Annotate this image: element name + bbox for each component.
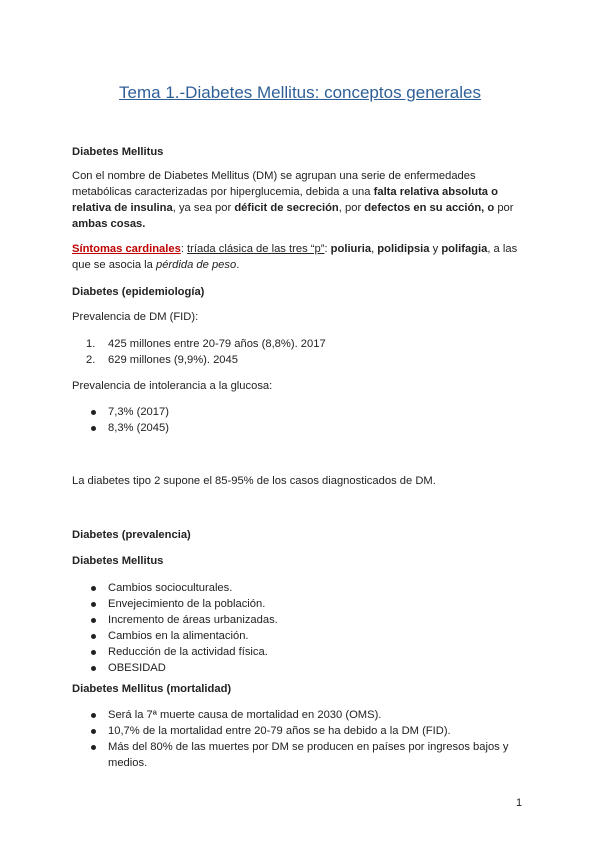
section-heading-epidemiologia: Diabetes (epidemiología) [72,286,205,298]
list-item: 1. 425 millones entre 20-79 años (8,8%). 2017 [86,338,326,350]
list-item: Incremento de áreas urbanizadas. [72,612,532,628]
symptoms-paragraph: Síntomas cardinales: tríada clásica de las tres “p”: poliuria, polidipsia y polifagia, a las que se asocia la pérdida de peso. [72,243,518,271]
list-item: 10,7% de la mortalidad entre 20-79 años se ha debido a la DM (FID). [72,723,512,739]
section-heading-prevalencia: Diabetes (prevalencia) [72,529,191,541]
list-item: Será la 7ª muerte causa de mortalidad en 2030 (OMS). [72,707,512,723]
list-item: Cambios en la alimentación. [72,628,532,644]
list-item: Envejecimiento de la población. [72,596,532,612]
list-item: Reducción de la actividad física. [72,644,532,660]
intro-paragraph: Con el nombre de Diabetes Mellitus (DM) se agrupan una serie de enfermedades metabólicas caracterizadas por hiperglucemia, debida a una falta relativa absoluta o relativa de insulina, ya sea por déficit de secreción, por defectos en su acción, o por ambas cosas. [72,170,514,230]
list-item: 7,3% (2017) [72,404,532,420]
list-item: Cambios socioculturales. [72,580,532,596]
list-item: 2. 629 millones (9,9%). 2045 [86,354,238,366]
intolerance-label: Prevalencia de intolerancia a la glucosa: [72,380,273,392]
mortality-bullet-list [72,707,512,771]
page-title: Tema 1.-Diabetes Mellitus: conceptos generales [119,83,481,102]
list-item: Más del 80% de las muertes por DM se producen en países por ingresos bajos y medios. [72,739,512,771]
list-item: OBESIDAD [72,660,532,676]
prevalence-factors-list [72,580,532,676]
prevalence-label: Prevalencia de DM (FID): [72,311,199,323]
type2-paragraph: La diabetes tipo 2 supone el 85-95% de los casos diagnosticados de DM. [72,475,436,487]
subheading-diabetes-mellitus: Diabetes Mellitus [72,555,164,567]
list-item: 8,3% (2045) [72,420,532,436]
section-heading-diabetes-mellitus: Diabetes Mellitus [72,146,164,158]
prevalence-numbered-list [72,336,532,368]
page-number: 1 [516,797,523,809]
section-heading-mortalidad: Diabetes Mellitus (mortalidad) [72,683,232,695]
cardinal-symptoms-label: Síntomas cardinales [72,243,181,255]
intolerance-bullet-list [72,404,532,436]
